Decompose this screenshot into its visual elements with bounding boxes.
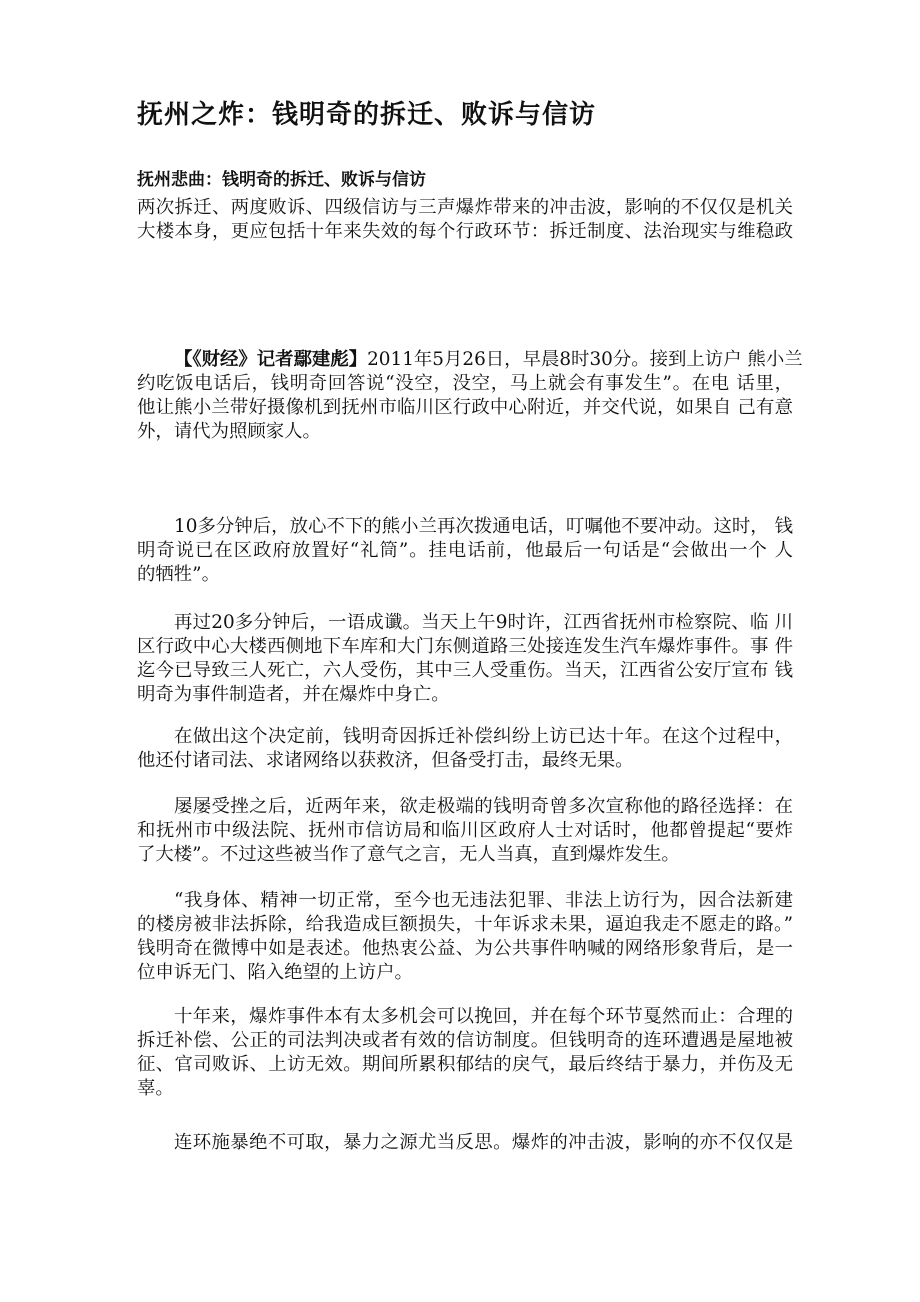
paragraph-summary	[137, 196, 793, 244]
text-line: 拆迁补偿、公正的司法判决或者有效的信访制度。但钱明奇的连环遭遇是屋地被	[137, 1030, 793, 1051]
byline: 【《财经》记者鄢建彪】	[174, 349, 368, 370]
paragraph	[137, 1005, 793, 1101]
text-line: 约吃饭电话后，钱明奇回答说“没空，没空，马上就会有事发生”。在电 话里，	[137, 373, 793, 394]
text-line: 征、官司败诉、上访无效。期间所累积郁结的戾气，最后终结于暴力，并伤及无	[137, 1054, 793, 1075]
text-line: 2011年5月26日，早晨8时30分。接到上访户 熊小兰	[367, 349, 803, 370]
paragraph	[137, 515, 793, 587]
text-line: 钱明奇在微博中如是表述。他热衷公益、为公共事件呐喊的网络形象背后，是一	[137, 938, 793, 959]
paragraph-lead	[137, 348, 803, 444]
text-line: 的牺牲”。	[137, 564, 220, 585]
text-line: 辜。	[137, 1078, 174, 1099]
text-line: 和抚州市中级法院、抚州市信访局和临川区政府人士对话时，他都曾提起“要炸	[137, 820, 793, 841]
paragraph-quote	[137, 889, 793, 985]
text-line: 他让熊小兰带好摄像机到抚州市临川区行政中心附近，并交代说，如果自 己有意	[137, 397, 793, 418]
text-line: 明奇说已在区政府放置好“礼筒”。挂电话前，他最后一句话是“会做出一个 人	[137, 540, 793, 561]
paragraph	[137, 611, 793, 707]
text-line: 大楼本身，更应包括十年来失效的每个行政环节：拆迁制度、法治现实与维稳政	[137, 221, 793, 242]
text-line: “我身体、精神一切正常，至今也无违法犯罪、非法上访行为，因合法新建	[174, 890, 793, 911]
text-line: 的楼房被非法拆除，给我造成巨额损失，十年诉求未果，逼迫我走不愿走的路。”	[137, 914, 793, 935]
text-line: 位申诉无门、陷入绝望的上访户。	[137, 962, 413, 983]
text-line: 连环施暴绝不可取，暴力之源尤当反思。爆炸的冲击波，影响的亦不仅仅是	[174, 1132, 793, 1153]
text-line: 再过20多分钟后，一语成谶。当天上午9时许，江西省抚州市检察院、临 川	[174, 612, 793, 633]
text-line: 明奇为事件制造者，并在爆炸中身亡。	[137, 684, 450, 705]
text-line: 迄今已导致三人死亡，六人受伤，其中三人受重伤。当天，江西省公安厅宣布 钱	[137, 660, 793, 681]
text-line: 区行政中心大楼西侧地下车库和大门东侧道路三处接连发生汽车爆炸事件。事 件	[137, 636, 793, 657]
text-line: 外，请代为照顾家人。	[137, 421, 321, 442]
text-line: 他还付诸司法、求诸网络以获救济，但备受打击，最终无果。	[137, 750, 634, 771]
text-line: 十年来，爆炸事件本有太多机会可以挽回，并在每个环节戛然而止：合理的	[174, 1006, 793, 1027]
text-line: 两次拆迁、两度败诉、四级信访与三声爆炸带来的冲击波，影响的不仅仅是机关	[137, 197, 793, 218]
paragraph	[137, 1131, 793, 1155]
text-line: 在做出这个决定前，钱明奇因拆迁补偿纠纷上访已达十年。在这个过程中，	[174, 726, 793, 747]
paragraph	[137, 725, 793, 773]
text-line: 了大楼”。不过这些被当作了意气之言，无人当真，直到爆炸发生。	[137, 844, 680, 865]
paragraph	[137, 795, 793, 867]
document-title: 抚州之炸：钱明奇的拆迁、败诉与信访	[137, 100, 597, 130]
document-subtitle: 抚州悲曲：钱明奇的拆迁、败诉与信访	[137, 170, 426, 190]
text-line: 10多分钟后，放心不下的熊小兰再次拨通电话，叮嘱他不要冲动。这时， 钱	[174, 516, 793, 537]
text-line: 屡屡受挫之后，近两年来，欲走极端的钱明奇曾多次宣称他的路径选择：在	[174, 796, 793, 817]
